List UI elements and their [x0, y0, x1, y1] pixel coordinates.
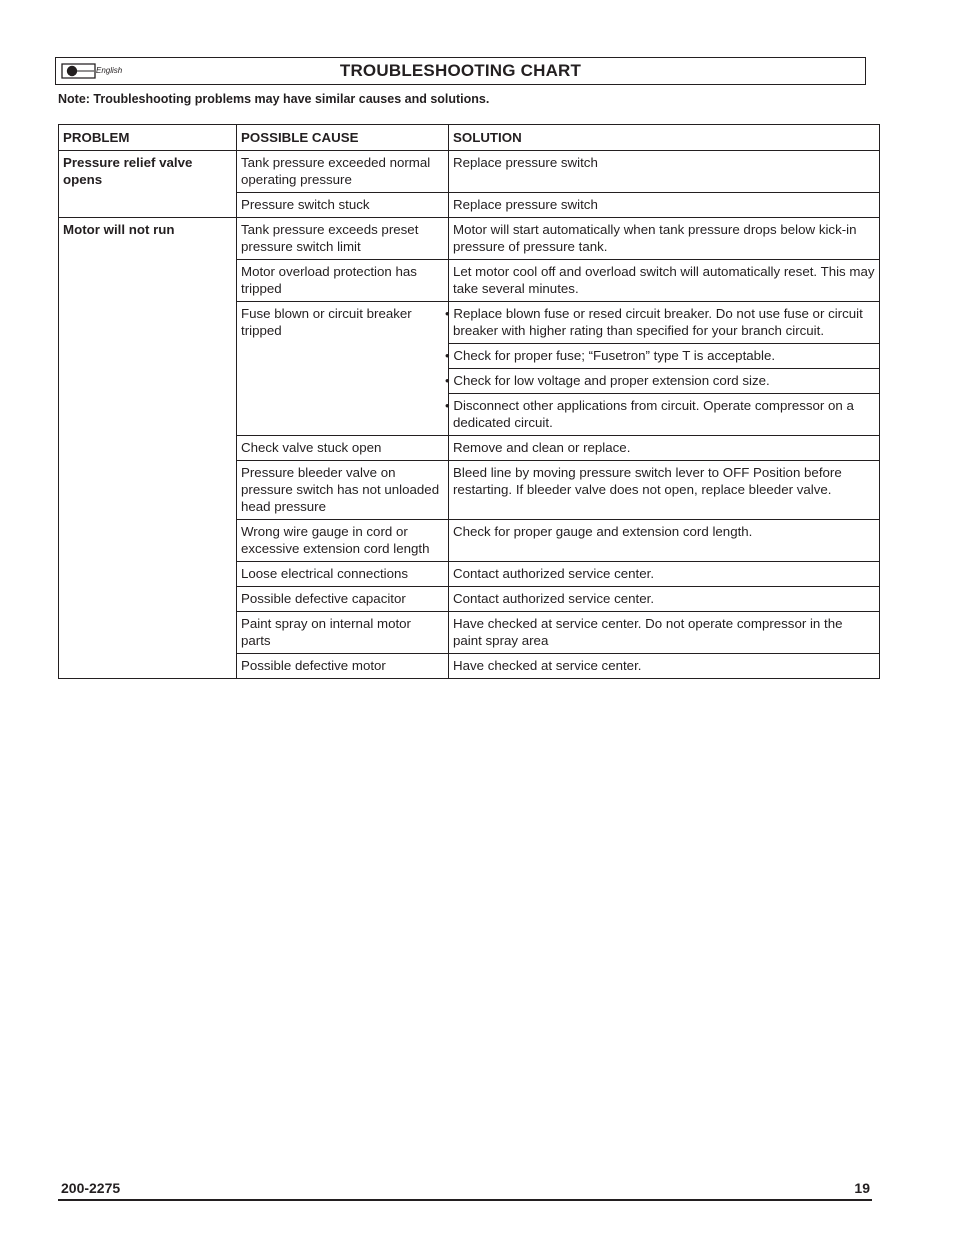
- cause-cell: Fuse blown or circuit breaker tripped: [237, 302, 449, 436]
- cause-cell: Tank pressure exceeded normal operating pressure: [237, 151, 449, 193]
- column-header-problem: PROBLEM: [59, 125, 237, 151]
- problem-cell: Pressure relief valve opens: [59, 151, 237, 218]
- solution-cell: • Replace blown fuse or resed circuit breaker. Do not use fuse or circuit breaker with higher rating than specified for your branch circuit.: [449, 302, 880, 344]
- table-row: [59, 151, 880, 193]
- solution-cell: • Disconnect other applications from circuit. Operate compressor on a dedicated circuit.: [449, 394, 880, 436]
- language-label: English: [96, 66, 123, 75]
- page-title: TROUBLESHOOTING CHART: [339, 61, 582, 80]
- troubleshooting-table: [58, 124, 880, 679]
- cause-cell: Pressure switch stuck: [237, 193, 449, 218]
- solution-cell: Let motor cool off and overload switch will automatically reset. This may take several minutes.: [449, 260, 880, 302]
- solution-cell: Motor will start automatically when tank pressure drops below kick-in pressure of pressure tank.: [449, 218, 880, 260]
- chart-header: [55, 57, 866, 85]
- document-code: 200-2275: [61, 1180, 121, 1196]
- solution-cell: Have checked at service center. Do not operate compressor in the paint spray area: [449, 612, 880, 654]
- solution-cell: Check for proper gauge and extension cord length.: [449, 520, 880, 562]
- cause-cell: Loose electrical connections: [237, 562, 449, 587]
- solution-cell: • Check for low voltage and proper extension cord size.: [449, 369, 880, 394]
- solution-cell: Bleed line by moving pressure switch lever to OFF Position before restarting. If bleeder valve does not open, replace bleeder valve.: [449, 461, 880, 520]
- solution-cell: Replace pressure switch: [449, 151, 880, 193]
- table-body: [59, 151, 880, 679]
- solution-cell: Remove and clean or replace.: [449, 436, 880, 461]
- table-row: [59, 218, 880, 260]
- note-text: Note: Troubleshooting problems may have similar causes and solutions.: [58, 92, 490, 106]
- cause-cell: Tank pressure exceeds preset pressure switch limit: [237, 218, 449, 260]
- cause-cell: Possible defective motor: [237, 654, 449, 679]
- solution-cell: • Check for proper fuse; “Fusetron” type T is acceptable.: [449, 344, 880, 369]
- solution-cell: Contact authorized service center.: [449, 587, 880, 612]
- solution-cell: Contact authorized service center.: [449, 562, 880, 587]
- cause-cell: Pressure bleeder valve on pressure switch has not unloaded head pressure: [237, 461, 449, 520]
- solution-cell: Replace pressure switch: [449, 193, 880, 218]
- footer-divider: [58, 1199, 872, 1201]
- cause-cell: Motor overload protection has tripped: [237, 260, 449, 302]
- table-header-row: [59, 125, 880, 151]
- column-header-possible-cause: POSSIBLE CAUSE: [237, 125, 449, 151]
- cause-cell: Wrong wire gauge in cord or excessive extension cord length: [237, 520, 449, 562]
- problem-cell: Motor will not run: [59, 218, 237, 679]
- page-number: 19: [854, 1180, 870, 1196]
- cause-cell: Paint spray on internal motor parts: [237, 612, 449, 654]
- cause-cell: Possible defective capacitor: [237, 587, 449, 612]
- column-header-solution: SOLUTION: [449, 125, 880, 151]
- cause-cell: Check valve stuck open: [237, 436, 449, 461]
- solution-cell: Have checked at service center.: [449, 654, 880, 679]
